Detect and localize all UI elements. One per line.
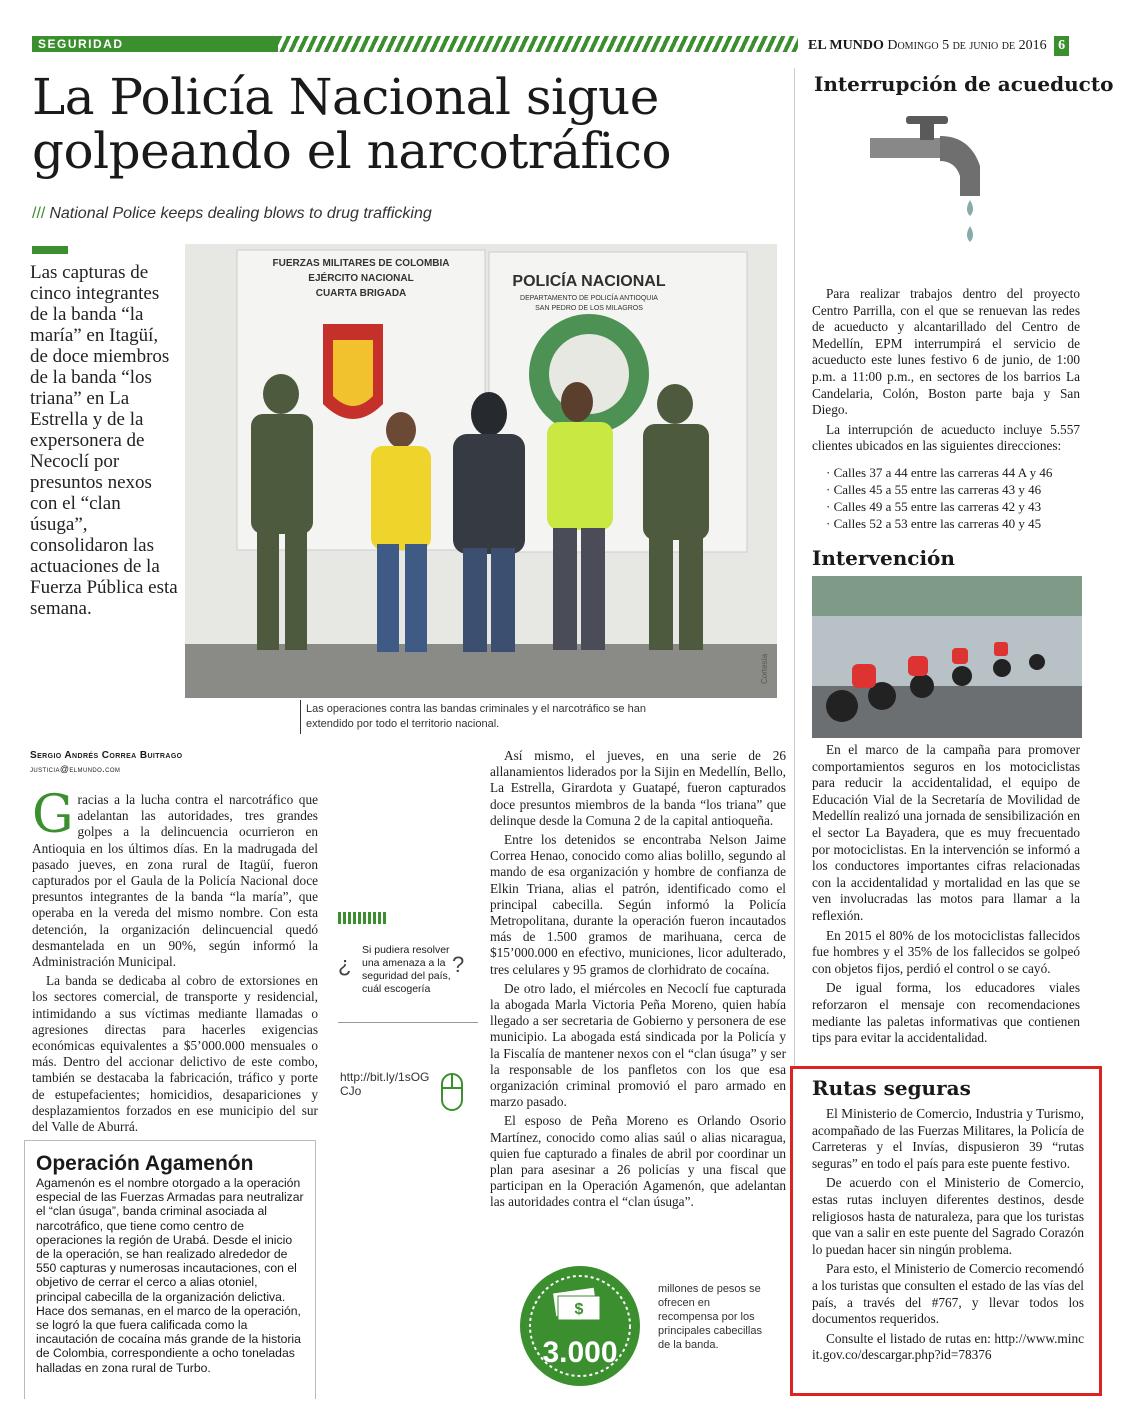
reward-graphic [518,1264,642,1388]
page-number: 6 [1054,36,1069,56]
svg-text:$: $ [574,1301,584,1318]
routes-p3: Para esto, el Ministerio de Comercio recomendó a los turistas que consulten el estado de las vías del país, a través del #767, y llevar todos los documentos requeridos. [812,1261,1084,1327]
routes-p4[interactable]: Consulte el listado de rutas en: http://www.mincit.gov.co/descargar.php?id=78376 [812,1330,1084,1363]
body-col1-p1: racias a la lucha contra el narcotráfico que adelantan las autoridades, tres grandes golpes a la delincuencia ocurrieron en Antioquia en los últimos días. En la madrugada del pasado jueves, en zona rural de Itagüí, fueron capturados por el Gaula de la Policía Nacional doce presuntos integrantes de la banda “la maría”, que operaba en la vereda del mismo nombre. Con esta detención, la organización delincuencial quedó desmantelada en un 90%, según informó la Administración Municipal. [32,792,318,970]
body-col2-p1: Así mismo, el jueves, en una serie de 26 allanamientos liderados por la Sijin en Medellín, Bello, La Estrella, Girardota y Guatapé, fueron capturados doce presuntos miembros de la banda “los triana” que delinque desde la Comuna 2 de la capital antioqueña. [490,748,786,828]
body-column-1 [32,785,318,1138]
subhead-slashes: /// [32,205,46,222]
sign-left-line-1: FUERZAS MILITARES DE COLOMBIA [272,258,450,269]
motorcycles-photo [812,576,1082,738]
poll-open-question-mark: ¿ [338,952,352,977]
mouse-icon [440,1072,464,1112]
list-item: · Calles 45 a 55 entre las carreras 43 y 46 [826,482,1042,497]
paper-name: EL MUNDO [808,38,884,53]
byline-email[interactable]: justicia@elmundo.com [30,764,121,774]
operation-text [36,1176,306,1375]
sign-right-sub2: SAN PEDRO DE LOS MILAGROS [535,305,643,312]
operation-p2: Hace dos semanas, en el marco de la operación, se logró la que fuera calificada como la incautación de cocaína más grande de la historia de Colombia, correspondiente a ocho toneladas halladas en zona rural de Turbo. [36,1303,301,1375]
sidebar-divider [794,68,795,1068]
operation-p1: Agamenón es el nombre otorgado a la operación especial de las Fuerzas Armadas para neutralizar el “clan úsuga”, banda criminal asociada al narcotráfico, que tiene como centro de operaciones la región de Urabá. Desde el inicio de la operación, se han realizado alrededor de 550 capturas y numerosas incautaciones, con el objetivo de cerrar el cerco a alias otoniel, principal cabecilla de la organización delictiva. [36,1176,304,1304]
intervention-p1: En el marco de la campaña para promover comportamientos seguros en los motociclistas para reducir la accidentalidad, el equipo de Educación Vial de la Secretaría de Movilidad de Medellín realizó una jornada de sensibilización en el sector La Bayadera, que es muy frecuentado por motociclistas. En la intervención se informó a los conductores importantes cifras relacionadas con la accidentalidad y mortalidad en las que se ven involucradas las motos para llamar a la reflexión. [812,742,1080,923]
intervention-p3: De igual forma, los educadores viales reforzaron el mensaje con recomendaciones mediante las paletas informativas que contienen tips para evitar la accidentalidad. [812,980,1080,1046]
poll-accent-bar [338,912,386,924]
routes-p2: De acuerdo con el Ministerio de Comercio, estas rutas incluyen diferentes destinos, desde religiosos hasta de naturaleza, para que los turistas que van a salir en este puente del Sagrado Corazón lo puedan hacer sin ningún problema. [812,1175,1084,1257]
sign-right-title: POLICÍA NACIONAL [512,273,666,290]
byline-author: Sergio Andrés Correa Buitrago [30,750,183,761]
water-address-list [826,464,1078,532]
masthead [808,36,1088,58]
body-col1-p2: La banda se dedicaba al cobro de extorsiones en los sectores comercial, de transporte y residencial, intimidando a sus víctimas mediante llamadas o agresiones directas para hacerles exigencias económicas equivalentes a $5’000.000 mensuales o más. Dentro del accionar delictivo de este combo, también se destacaba la fabricación, tráfico y porte de estupefacientes; homicidios, desapariciones y desplazamientos forzados en ese municipio del sur del Valle de Aburrá. [32,973,318,1135]
poll-divider [338,1022,478,1023]
body-column-2 [490,748,786,1214]
subhead-text: National Police keeps dealing blows to drug trafficking [49,205,432,222]
list-item: · Calles 49 a 55 entre las carreras 42 y 43 [826,499,1042,514]
lead-paragraph: Las capturas de cinco integrantes de la banda “la maría” en Itagüí, de doce miembros de la banda “los triana” en La Estrella y de la expersonera de Necoclí por presuntos nexos con el “clan úsuga”, consolidaron las actuaciones de la Fuerza Pública esta semana. [30,262,178,619]
sign-right-sub1: DEPARTAMENTO DE POLICÍA ANTIOQUIA [520,295,658,302]
main-photo [185,244,777,698]
sign-left-line-3: CUARTA BRIGADA [315,288,407,299]
photo-illustration [185,244,777,698]
water-p1: Para realizar trabajos dentro del proyecto Centro Parrilla, con el que se renuevan las redes de acueducto y alcantarillado del Centro de Medellín, EPM interrumpirá el servicio de acueducto este lunes festivo 6 de junio, de 1:00 p.m. a 11:00 p.m., en sectores de los barrios La Candelaria, Colón, Boston parte baja y San Diego. [812,286,1080,418]
caption-divider [300,700,301,734]
photo-credit: Cortesía [760,653,769,684]
list-item: · Calles 52 a 53 entre las carreras 40 y 45 [826,516,1042,531]
faucet-icon [860,108,1020,278]
routes-title: Rutas seguras [812,1076,971,1100]
water-p2: La interrupción de acueducto incluye 5.557 clientes ubicados en las siguientes direcciones: [812,421,1080,454]
intervention-title: Intervención [812,546,955,570]
routes-p1: El Ministerio de Comercio, Industria y Turismo, acompañado de las Fuerzas Militares, la Policía de Carreteras y el Invías, dispusieron 39 “rutas seguras” en todo el país para este puente festivo. [812,1106,1084,1171]
operation-title: Operación Agamenón [36,1152,254,1175]
poll-close-question-mark: ? [452,952,465,977]
issue-date: Domingo 5 de junio de 2016 [887,38,1047,53]
body-col2-p3: De otro lado, el miércoles en Necoclí fue capturada la abogada Marla Victoria Peña Moreno, quien había llegado a ser secretaria de Gobierno y personera de ese municipio. La abogada está sindicada por la Policía y la Fiscalía de mantener nexos con el “clan úsuga” y ser la responsable de los panfletos con los que esa organización criminal promovió el paro armado en marzo pasado. [490,980,786,1110]
section-stripes [278,36,798,52]
water-text [812,286,1080,458]
water-title: Interrupción de acueducto [814,72,1114,96]
headline: La Policía Nacional sigue golpeando el narcotráfico [32,68,672,180]
photo-caption: Las operaciones contra las bandas criminales y el narcotráfico se han extendido por todo el territorio nacional. [306,703,646,730]
reward-text: millones de pesos se ofrecen en recompensa por los principales cabecillas de la banda. [658,1283,762,1351]
body-col2-p4: El esposo de Peña Moreno es Orlando Osorio Martínez, conocido como alias saúl o alias nicaragua, quien fue capturado a finales de abril por coordinar un plan para asesinar a 26 policías y una fiscal que participan en la Operación Agamenón, que adelantan las autoridades contra el “clan úsuga”. [490,1113,786,1210]
reward-amount: 3.000 [542,1336,618,1369]
section-label: SEGURIDAD [38,37,124,51]
section-tag [32,36,280,52]
body-col2-p2: Entre los detenidos se encontraba Nelson Jaime Correa Henao, conocido como alias bolillo, segundo al mando de esa organización y hombre de confianza de Elkin Triana, alias el patrón, identificado como el principal cabecilla. Según informó la Policía Metropolitana, durante la operación fueron incautados más de 1.500 gramos de marihuana, cerca de $15’000.000 en efectivo, municiones, licor adulterado, tres celulares y 95 gramos de clorhidrato de cocaína. [490,832,786,977]
poll-link[interactable]: http://bit.ly/1sOGCJo [340,1070,430,1098]
intervention-text [812,742,1080,1050]
dropcap: G [32,785,74,845]
intervention-p2: En 2015 el 80% de los motociclistas fallecidos fue hombres y el 35% de los fallecidos se golpeó con objetos fijos, perdió el control o se cayó. [812,927,1080,976]
lead-accent-bar [32,246,68,254]
poll-question: Si pudiera resolver una amenaza a la seguridad del país, cuál escogería [362,944,451,995]
routes-text [812,1106,1084,1367]
money-bills-icon [553,1287,600,1320]
list-item: · Calles 37 a 44 entre las carreras 44 A y 46 [826,465,1053,480]
sign-left-line-2: EJÉRCITO NACIONAL [308,273,414,284]
subhead [32,205,432,223]
